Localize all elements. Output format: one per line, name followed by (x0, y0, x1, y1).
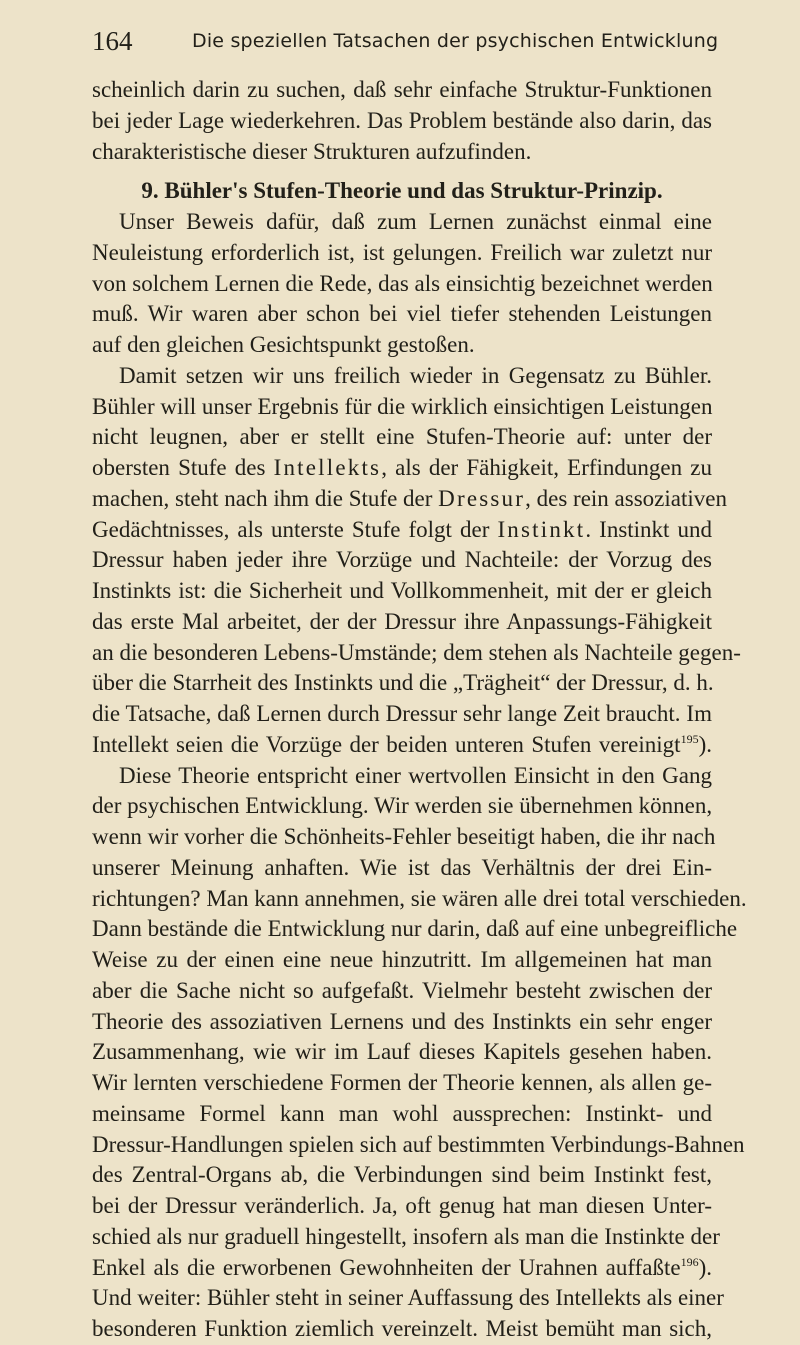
text-line (92, 515, 712, 546)
text-line: von solchem Lernen die Rede, das als einsichtig bezeichnet werden (92, 270, 713, 296)
text-line: wenn wir vorher die Schönheits-Fehler beseitigt haben, die ihr nach (92, 824, 716, 849)
text-segment: Enkel als die erworbenen Gewohnheiten der Urahnen auffaßte (92, 1254, 681, 1280)
text-line (92, 453, 712, 484)
text-segment: , als der Fähigkeit, Erfindungen zu (381, 455, 712, 480)
text-line: muß. Wir waren aber schon bei viel tiefer stehenden Leistungen (92, 301, 712, 327)
text-segment: , des rein assoziativen (525, 485, 727, 511)
text-line: Damit setzen wir uns freilich wieder in Gegensatz zu Bühler. (119, 362, 712, 388)
page-header (92, 22, 719, 62)
text-line: Theorie des assoziativen Lernens und des Instinkts ein sehr enger (92, 1008, 712, 1034)
text-line: des Zentral-Organs ab, die Verbindungen sind beim Instinkt fest, (92, 1162, 712, 1188)
section-heading: 9. Bühler's Stufen-Theorie und das Struktur-Prinzip. (141, 178, 663, 204)
text-line: bei jeder Lage wiederkehren. Das Problem bestände also darin, das (92, 107, 712, 133)
text-line: an die besonderen Lebens-Umstände; dem stehen als Nachteile gegen- (92, 639, 741, 665)
text-line: die Tatsache, daß Lernen durch Dressur sehr lange Zeit braucht. Im (92, 701, 712, 726)
text-line: Und weiter: Bühler steht in seiner Auffassung des Intellekts als einer (92, 1285, 724, 1311)
text-line: richtungen? Man kann annehmen, sie wären alle drei total verschieden. (92, 885, 747, 911)
text-line: Dressur haben jeder ihre Vorzüge und Nachteile: der Vorzug des (92, 547, 712, 573)
text-segment: Intellekt seien die Vorzüge der beiden unteren Stufen vereinigt (92, 731, 681, 757)
text-line: Wir lernten verschiedene Formen der Theorie kennen, als allen ge- (92, 1070, 712, 1095)
text-segment: Gedächtnisses, als unterste Stufe folgt der (92, 516, 490, 542)
text-line: der psychischen Entwicklung. Wir werden sie übernehmen können, (92, 793, 713, 819)
text-line: Instinkts ist: die Sicherheit und Vollkommenheit, mit der er gleich (92, 578, 712, 603)
text-line: Neuleistung erforderlich ist, ist gelungen. Freilich war zuletzt nur (92, 239, 712, 265)
text-line (92, 1253, 712, 1284)
text-line: unserer Meinung anhaften. Wie ist das Verhältnis der drei Ein- (92, 854, 712, 880)
body-text (92, 75, 747, 1345)
spaced-term: Instinkt (497, 516, 586, 542)
text-line: Zusammenhang, wie wir im Lauf dieses Kapitels gesehen haben. (92, 1039, 712, 1065)
text-line: Dressur-Handlungen spielen sich auf bestimmten Verbindungs-Bahnen (92, 1131, 745, 1157)
text-line: das erste Mal arbeitet, der der Dressur ihre Anpassungs-Fähigkeit (92, 608, 712, 634)
text-line: Dann bestände die Entwicklung nur darin, daß auf eine unbegreifliche (92, 916, 738, 942)
text-line (92, 484, 727, 515)
text-line: Unser Beweis dafür, daß zum Lernen zunächst einmal eine (119, 209, 712, 234)
page-number: 164 (92, 26, 133, 56)
spaced-term: Intellekts (273, 455, 382, 480)
text-line: scheinlich darin zu suchen, daß sehr einfache Struktur-Funktionen (92, 77, 712, 102)
text-line: Diese Theorie entspricht einer wertvollen Einsicht in den Gang (119, 762, 712, 788)
text-line: Bühler will unser Ergebnis für die wirklich einsichtigen Leistungen (92, 393, 713, 419)
text-line: über die Starrheit des Instinkts und die „Trägheit“ der Dressur, d. h. (92, 670, 714, 696)
text-line: bei der Dressur veränderlich. Ja, oft genug hat man diesen Unter- (92, 1193, 712, 1218)
text-segment: obersten Stufe des (92, 455, 266, 480)
text-segment: ). (698, 1254, 712, 1280)
text-line (92, 730, 712, 761)
text-line: besonderen Funktion ziemlich vereinzelt. Meist bemüht man sich, (92, 1316, 712, 1341)
text-segment: machen, steht nach ihm die Stufe der (92, 485, 433, 511)
text-line: schied als nur graduell hingestellt, insofern als man die Instinkte der (92, 1223, 720, 1249)
text-line: auf den gleichen Gesichtspunkt gestoßen. (92, 332, 475, 357)
text-line: nicht leugnen, aber er stellt eine Stufen-Theorie auf: unter der (92, 424, 712, 450)
text-segment: ). (698, 731, 712, 757)
text-line: meinsame Formel kann man wohl aussprechen: Instinkt- und (92, 1100, 712, 1126)
text-line: Weise zu der einen eine neue hinzutritt. Im allgemeinen hat man (92, 947, 712, 972)
text-segment: . Instinkt und (585, 516, 713, 542)
running-title: Die speziellen Tatsachen der psychischen Entwicklung (192, 30, 719, 52)
footnote-ref: 195 (680, 731, 699, 746)
footnote-ref: 196 (680, 1254, 699, 1269)
text-line: aber die Sache nicht so aufgefaßt. Vielmehr besteht zwischen der (92, 977, 712, 1003)
spaced-term: Dressur (438, 485, 526, 511)
text-line: charakteristische dieser Strukturen aufzufinden. (92, 138, 532, 164)
